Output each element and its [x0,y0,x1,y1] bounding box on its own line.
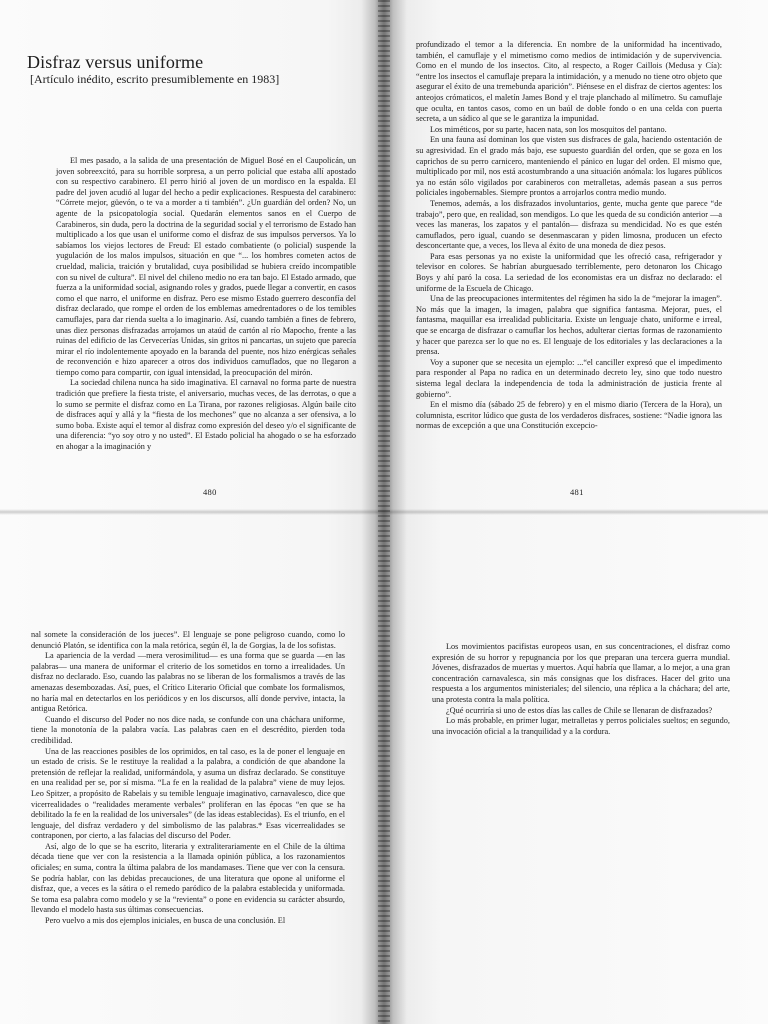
paragraph: nal somete la consideración de los jueces”. El lenguaje se pone peligroso cuando, como lo denunció Platón, se identifica con la mala retórica, según él, la de Gorgias, la de los sofistas. [31,630,345,650]
paragraph: La sociedad chilena nunca ha sido imaginativa. El carnaval no forma parte de nuestra tradición que prefiere la fiesta triste, el aniversario, muchas veces, de las derrotas, o que a lo sumo se permite el disfraz como en La Tirana, por razones religiosas. Algún baile cito de disfraces aquí y allá y la “fiesta de los mechones” que no alcanza a ser ofensiva, a lo sumo boba. Existe aquí el temor al disfraz como expresión del deseo y/o el significante de una diferencia: “yo soy otro y no usted”. El Estado policial ha ahogado o se ha esforzado en ahogar a la imaginación y [56,378,356,452]
article-title: Disfraz versus uniforme [27,52,204,72]
paragraph: Los miméticos, por su parte, hacen nata, son los mosquitos del pantano. [430,124,667,134]
scan-divider [0,509,768,515]
paragraph: En una fauna así dominan los que visten sus disfraces de gala, haciendo ostentación de su agresividad. En el grado más bajo, ese supuesto guardián del orden, que se goza en los caprichos de su perro carnicero, manteniendo el pánico en lugar del orden. El mismo que, multiplicado por mil, nos está acostumbrando a una situación anómala: los lugares públicos ya no están sólo vigilados por carabineros con metralletas, además pasean a sus perros policiales ingobernables. Siempre prontos a arrojarlos contra medio mundo. [416,135,722,198]
paragraph: profundizado el temor a la diferencia. En nombre de la uniformidad ha incentivado, también, el camuflaje y el mimetismo como medios de intimidación y de supervivencia. Como en el mundo de los insectos. Cito, al respecto, a Roger Caillois (Medusa y Cía): “entre los insectos el camuflaje prepara la intimidación, y a menudo no tiene otro objeto que asegurar el éxito de una tremebunda aparición”. Piénsese en el disfraz de ciertos agentes: los anteojos crómaticos, el maletín James Bond y el traje planchado al milímetro. Su camuflaje que oculta, en tantos casos, como en un baúl de doble fondo o en una celda con puerta secreta, a un sádico al que se le garantiza la impunidad. [416,40,722,124]
page-482 [0,512,384,1024]
page-number: 481 [570,487,584,497]
page-483 [384,512,768,1024]
page-483-body [432,642,730,802]
paragraph: La apariencia de la verdad —mera verosimilitud— es una forma que se guarda —en las palabras— una manera de uniformar el criterio de los sometidos en torno a irrealidades. Un disfraz no declarado. Eso, cuando las palabras no se liberan de los formalismos a través de las amenazas desembozadas. Así, pues, el Crítico Literario Oficial que combate los formalismos, no haría mal en detectarlos en los periódicos y en los discursos, allí donde pervive, intacta, la antigua Retórica. [31,651,345,714]
paragraph: Así, algo de lo que se ha escrito, literaria y extraliterariamente en el Chile de la última década tiene que ver con la resistencia a la llamada opinión pública, a los razonamientos oficiales; en suma, contra la última palabra de los mandamases. Tiene que ver con la censura. Se podría hablar, con las debidas precauciones, de una literatura que opone al uniforme el disfraz, que, a veces es la sátira o el remedo paródico de la palabra establecida y uniformada. Se toma esa palabra como modelo y se la “revienta” o pone en evidencia su carácter absurdo, llevando el modelo hasta sus últimas consecuencias. [31,841,345,915]
paragraph: Pero vuelvo a mis dos ejemplos iniciales, en busca de una conclusión. El [45,916,286,926]
page-480-body [56,156,356,484]
paragraph: Lo más probable, en primer lugar, metralletas y perros policiales sueltos; en segundo, una invocación oficial a la tranquilidad y a la cordura. [432,716,730,736]
page-481-body [416,40,722,480]
paragraph: Una de las preocupaciones intermitentes del régimen ha sido la de “mejorar la imagen”. No más que la imagen, la imagen, palabra que significa fantasma. Mejorar, pues, el fantasma, maquillar esa irrealidad publicitaria. Existe un lenguaje chato, uniforme e irreal, que se encarga de disfrazar o camuflar los hechos, adulterar ciertas formas de razonamiento y hacer que parezca ser lo que no es. El lenguaje de los editoriales y las declaraciones a la prensa. [416,294,722,357]
article-subtitle: [Artículo inédito, escrito presumiblemente en 1983] [30,72,280,86]
paragraph: Los movimientos pacifistas europeos usan, en sus concentraciones, el disfraz como expresión de su horror y repugnancia por los que preparan una tercera guerra mundial. Jóvenes, disfrazados de muertas y muertos. Aquí habría que llamar, a lo mejor, a una gran concentración carnavalesca, sin más consignas que los disfraces. Hacer del grito una respuesta a los argumentos ministeriales; del silencio, una réplica a la cháchara; del arte, una protesta contra la mala política. [432,642,730,704]
page-481 [384,0,768,512]
page-482-body [31,630,345,1020]
paragraph: Cuando el discurso del Poder no nos dice nada, se confunde con una cháchara uniforme, tiene la monotonía de la palabra vacía. Las palabras caen en el descrédito, pierden toda credibilidad. [31,714,345,745]
paragraph: ¿Qué ocurriría si uno de estos días las calles de Chile se llenaran de disfrazados? [446,705,713,715]
page-480 [0,0,384,512]
paragraph: Una de las reacciones posibles de los oprimidos, en tal caso, es la de poner el lenguaje en un estado de crisis. Se le restituye la realidad a la palabra, a condición de que abandone la pretensión de reflejar la realidad, uniformándola, y asuma un disfraz declarado. Se constituye en una realidad per se, por sí misma. “La fe en la realidad de la palabra” viene de muy lejos. Leo Spitzer, a propósito de Rabelais y su temible lenguaje imaginativo, carnavalesco, dice que vicerrealidades o “realidades meramente verbales” proliferan en las épocas “en que se ha debilitado la fe en la realidad de los universales” (de las ideas establecidas). Es el triunfo, en el lenguaje, del disfraz verdadero y del simbolismo de las palabras.* Esas vicerrealidades se contraponen, por cierto, a las falacias del discurso del Poder. [31,746,345,841]
paragraph: Tenemos, además, a los disfrazados involuntarios, gente, mucha gente que parece “de trabajo”, pero que, en realidad, son mendigos. Lo que les queda de su condición anterior —a veces las maneras, los zapatos y el pantalón— disfraza su mendicidad. No es que estén camuflados, pero igual, cuando se desenmascaran y piden limosna, producen un efecto desconcertante que, a veces, los lleva al éxito de una moneda de diez pesos. [416,198,722,251]
page-number: 480 [203,487,217,497]
paragraph: En el mismo día (sábado 25 de febrero) y en el mismo diario (Tercera de la Hora), un columnista, escritor lúdico que gusta de los verdaderos disfraces, sostiene: “Nadie ignora las normas de excepción a que una Constitución excepcio- [416,400,722,431]
paragraph: Voy a suponer que se necesita un ejemplo: ...“el canciller expresó que el impedimento para responder al Papa no radica en un determinado decreto ley, sino que todo nuestro sistema legal declara la independencia de toda la administración de justicia frente al gobierno”. [416,357,722,399]
paragraph: Para esas personas ya no existe la uniformidad que les ofreció casa, refrigerador y televisor en colores. Se habrían aburguesado terriblemente, pero detonaron los Chicago Boys y ahí paró la cosa. La seriedad de los economistas era un disfraz no declarado: el uniforme de la Escuela de Chicago. [416,251,722,293]
paragraph: El mes pasado, a la salida de una presentación de Miguel Bosé en el Caupolicán, un joven sobreexcitó, para su horrible sorpresa, a un perro policial que estaba allí apostado con su respectivo carabinero. El perro hirió al joven de un mordisco en la espalda. El padre del joven acudió al lugar del hecho a pedir explicaciones. Respuesta del carabinero: “Córrete mejor, güevón, o te va a morder a ti también”. ¿Un guardián del orden? No, un agente de la psicopatología social. Quedarán elementos sanos en el Cuerpo de Carabineros, sin duda, pero la doctrina de la seguridad social y el terrorismo de Estado han multiplicado a los que usan el uniforme como el disfraz de sus impulsos perversos. Ya lo sabíamos los viejos lectores de Freud: El estado combatiente (o policial) suspende la yugulación de los malos impulsos, situación en que “... los hombres cometen actos de crueldad, malicia, traición y brutalidad, cuya posibilidad se hubiera creído incompatible con su nivel de cultura”. El nivel del chileno medio no era tan bajo. El Estado armado, que fuerza a la uniformidad social, asignando roles y grados, puede llegar a convertir, en casos como el que narro, el uniforme en disfraz. Pero ese mismo Estado guerrero desconfía del disfraz declarado, que rompe el orden de los emblemas amedrentadores o de los temibles camuflajes, para dar rienda suelta a lo imaginario. Así, cuando también a fines de febrero, unas diez personas disfrazadas arrojamos un ataúd de cartón al río Mapocho, frente a las ruinas del edificio de las Cervecerías Unidas, sin gritos ni pancartas, un sujeto que parecía mirar el río indolentemente apoyado en la baranda del puente, nos hizo enérgicas señales de reconvención e hizo aparecer a otros dos individuos camuflados, que no llegaron a tiempo como para compartir, con igual intensidad, la preocupación del mirón. [56,156,356,377]
